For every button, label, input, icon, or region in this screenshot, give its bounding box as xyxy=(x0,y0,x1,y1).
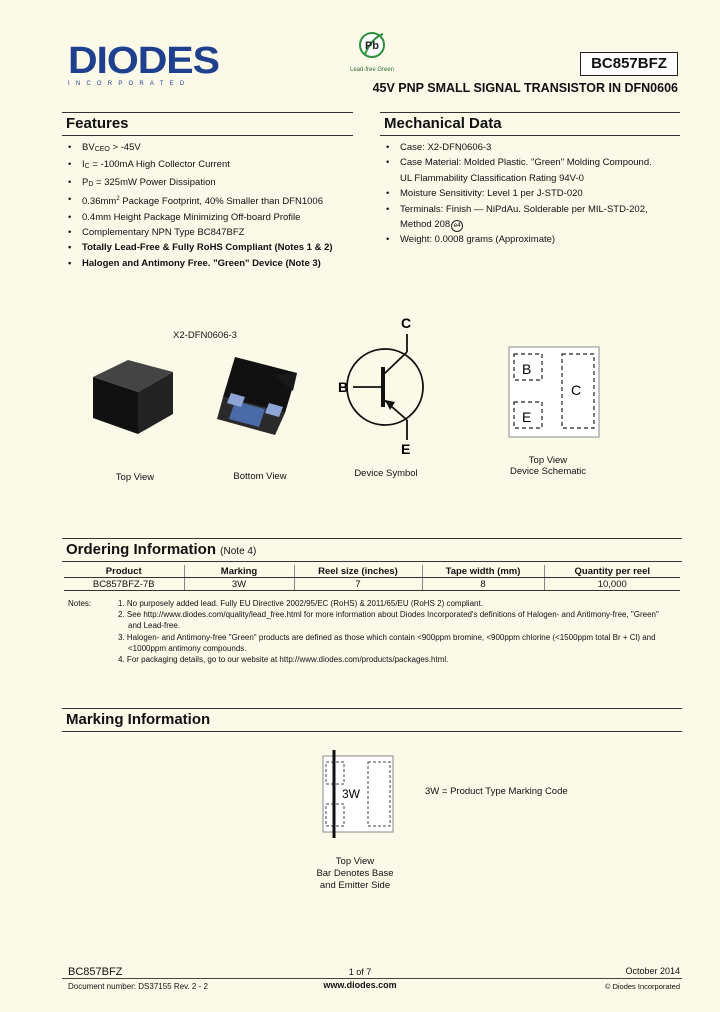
cell-product: BC857BFZ-7B xyxy=(64,578,184,591)
schematic-c-label: C xyxy=(571,382,582,398)
feature-item: • $0.36mm^2$ Package Footprint, 40% Smaller than DFN1006 xyxy=(62,192,362,209)
part-number-box: BC857BFZ xyxy=(580,52,678,76)
notes-label: Notes: xyxy=(68,599,92,608)
lead-free-icon xyxy=(357,30,387,60)
table-row xyxy=(64,578,680,591)
logo-subtext: INCORPORATED xyxy=(68,81,191,87)
schematic-b-label: B xyxy=(522,361,532,377)
feature-item: • Complementary NPN Type BC847BFZ xyxy=(62,225,362,240)
note-line: <1000ppm antimony compounds. xyxy=(128,643,247,653)
col-tape-width: Tape width (mm) xyxy=(422,565,544,578)
marking-code-text: 3W xyxy=(342,787,360,801)
mechanical-item: • Moisture Sensitivity: Level 1 per J-STD-020 xyxy=(380,186,680,201)
device-symbol-image xyxy=(335,312,435,457)
mechanical-item: • Weight: 0.0008 grams (Approximate) xyxy=(380,232,680,247)
marking-heading: Marking Information xyxy=(62,708,682,732)
feature-item: • IC = -100mA High Collector Current xyxy=(62,157,362,174)
pin-c-label: C xyxy=(401,315,412,331)
col-product: Product xyxy=(64,565,184,578)
feature-item: • PD = 325mW Power Dissipation xyxy=(62,175,362,192)
marking-code-description: 3W = Product Type Marking Code xyxy=(425,786,568,797)
e4-mark: e4 xyxy=(451,220,463,232)
schematic-caption-line1: Top View xyxy=(528,455,568,466)
device-symbol-caption: Device Symbol xyxy=(354,468,418,479)
footer-part-number: BC857BFZ xyxy=(68,966,123,978)
logo-text: DIODES xyxy=(68,40,219,82)
note-line: and Lead-free. xyxy=(128,621,181,631)
ordering-title: Ordering Information xyxy=(66,541,216,558)
mechanical-list-container xyxy=(380,140,680,248)
schematic-caption-line2: Device Schematic xyxy=(509,466,587,477)
ordering-note: (Note 4) xyxy=(220,546,257,557)
mechanical-item: • Terminals: Finish — NiPdAu. Solderable per MIL-STD-202, xyxy=(380,202,680,217)
note-line: 2. See http://www.diodes.com/quality/lead_free.html for more information about Diodes Incorporated's definitions of Halogen- and Antimony-free, "Green" xyxy=(118,610,659,620)
footer-page-number: 1 of 7 xyxy=(348,967,372,977)
note-line: 1. No purposely added lead. Fully EU Directive 2002/95/EC (RoHS) & 2011/65/EU (RoHS 2) compliant. xyxy=(118,599,483,608)
feature-item: • BVCEO > -45V xyxy=(62,140,362,157)
schematic-e-label: E xyxy=(522,409,532,425)
schematic-caption xyxy=(500,455,596,477)
cell-tape-width: 8 xyxy=(422,578,544,591)
marking-diagram-image xyxy=(322,750,394,838)
ordering-header-row xyxy=(64,565,680,578)
features-heading: Features xyxy=(62,112,353,136)
device-subtitle: 45V PNP SMALL SIGNAL TRANSISTOR IN DFN0606 xyxy=(372,81,678,95)
marking-caption-line3: and Emitter Side xyxy=(319,880,391,891)
note-line: 3. Halogen- and Antimony-free "Green" products are defined as those which contain <900ppm bromine, <900ppm chlorine (<1500ppm total Br + Cl) and xyxy=(118,632,656,642)
footer-document-number: Document number: DS37155 Rev. 2 - 2 xyxy=(68,982,208,991)
mechanical-heading: Mechanical Data xyxy=(380,112,680,136)
mechanical-list xyxy=(380,140,680,248)
footer-divider xyxy=(62,978,682,979)
cell-marking: 3W xyxy=(184,578,294,591)
cell-quantity: 10,000 xyxy=(544,578,680,591)
diodes-logo xyxy=(68,40,219,87)
lead-free-badge xyxy=(342,30,402,73)
footer-copyright: © Diodes Incorporated xyxy=(604,982,680,991)
col-reel-size: Reel size (inches) xyxy=(294,565,422,578)
marking-caption-line1: Top View xyxy=(335,856,375,867)
feature-item: • Totally Lead-Free & Fully RoHS Compliant (Notes 1 & 2) xyxy=(62,240,362,255)
mechanical-item: • Case Material: Molded Plastic. "Green" Molding Compound. xyxy=(380,155,680,170)
bottom-view-caption: Bottom View xyxy=(233,471,287,482)
package-top-view-image xyxy=(88,352,178,442)
col-quantity: Quantity per reel xyxy=(544,565,680,578)
ordering-heading xyxy=(62,538,682,562)
pin-e-label: E xyxy=(401,441,411,457)
package-bottom-view-image xyxy=(215,355,305,440)
features-list xyxy=(62,140,362,271)
mechanical-item-cont: UL Flammability Classification Rating 94V-0 xyxy=(400,172,584,184)
note-line: 4. For packaging details, go to our website at http://www.diodes.com/products/packages.html. xyxy=(118,655,449,665)
lead-free-label: Lead-free Green xyxy=(349,67,395,73)
notes-block xyxy=(68,598,683,665)
top-view-caption: Top View xyxy=(115,472,155,483)
cell-reel-size: 7 xyxy=(294,578,422,591)
mechanical-item: • Case: X2-DFN0606-3 xyxy=(380,140,680,155)
feature-item: • Halogen and Antimony Free. "Green" Device (Note 3) xyxy=(62,256,362,271)
ordering-table-wrap xyxy=(64,565,680,591)
footer-website-link[interactable]: www.diodes.com xyxy=(323,980,397,990)
package-label: X2-DFN0606-3 xyxy=(173,330,237,341)
marking-caption-line2: Bar Denotes Base xyxy=(316,868,394,879)
features-list-container xyxy=(62,140,362,271)
feature-item: • 0.4mm Height Package Minimizing Off-board Profile xyxy=(62,210,362,225)
device-schematic-image xyxy=(508,346,600,438)
marking-caption xyxy=(300,856,410,892)
lead-free-symbol: Pb xyxy=(364,40,380,52)
ordering-table xyxy=(64,565,680,591)
col-marking: Marking xyxy=(184,565,294,578)
footer-date: October 2014 xyxy=(625,966,680,976)
pin-b-label: B xyxy=(338,379,349,395)
mechanical-item-cont: Method 208 e4 xyxy=(380,217,680,232)
